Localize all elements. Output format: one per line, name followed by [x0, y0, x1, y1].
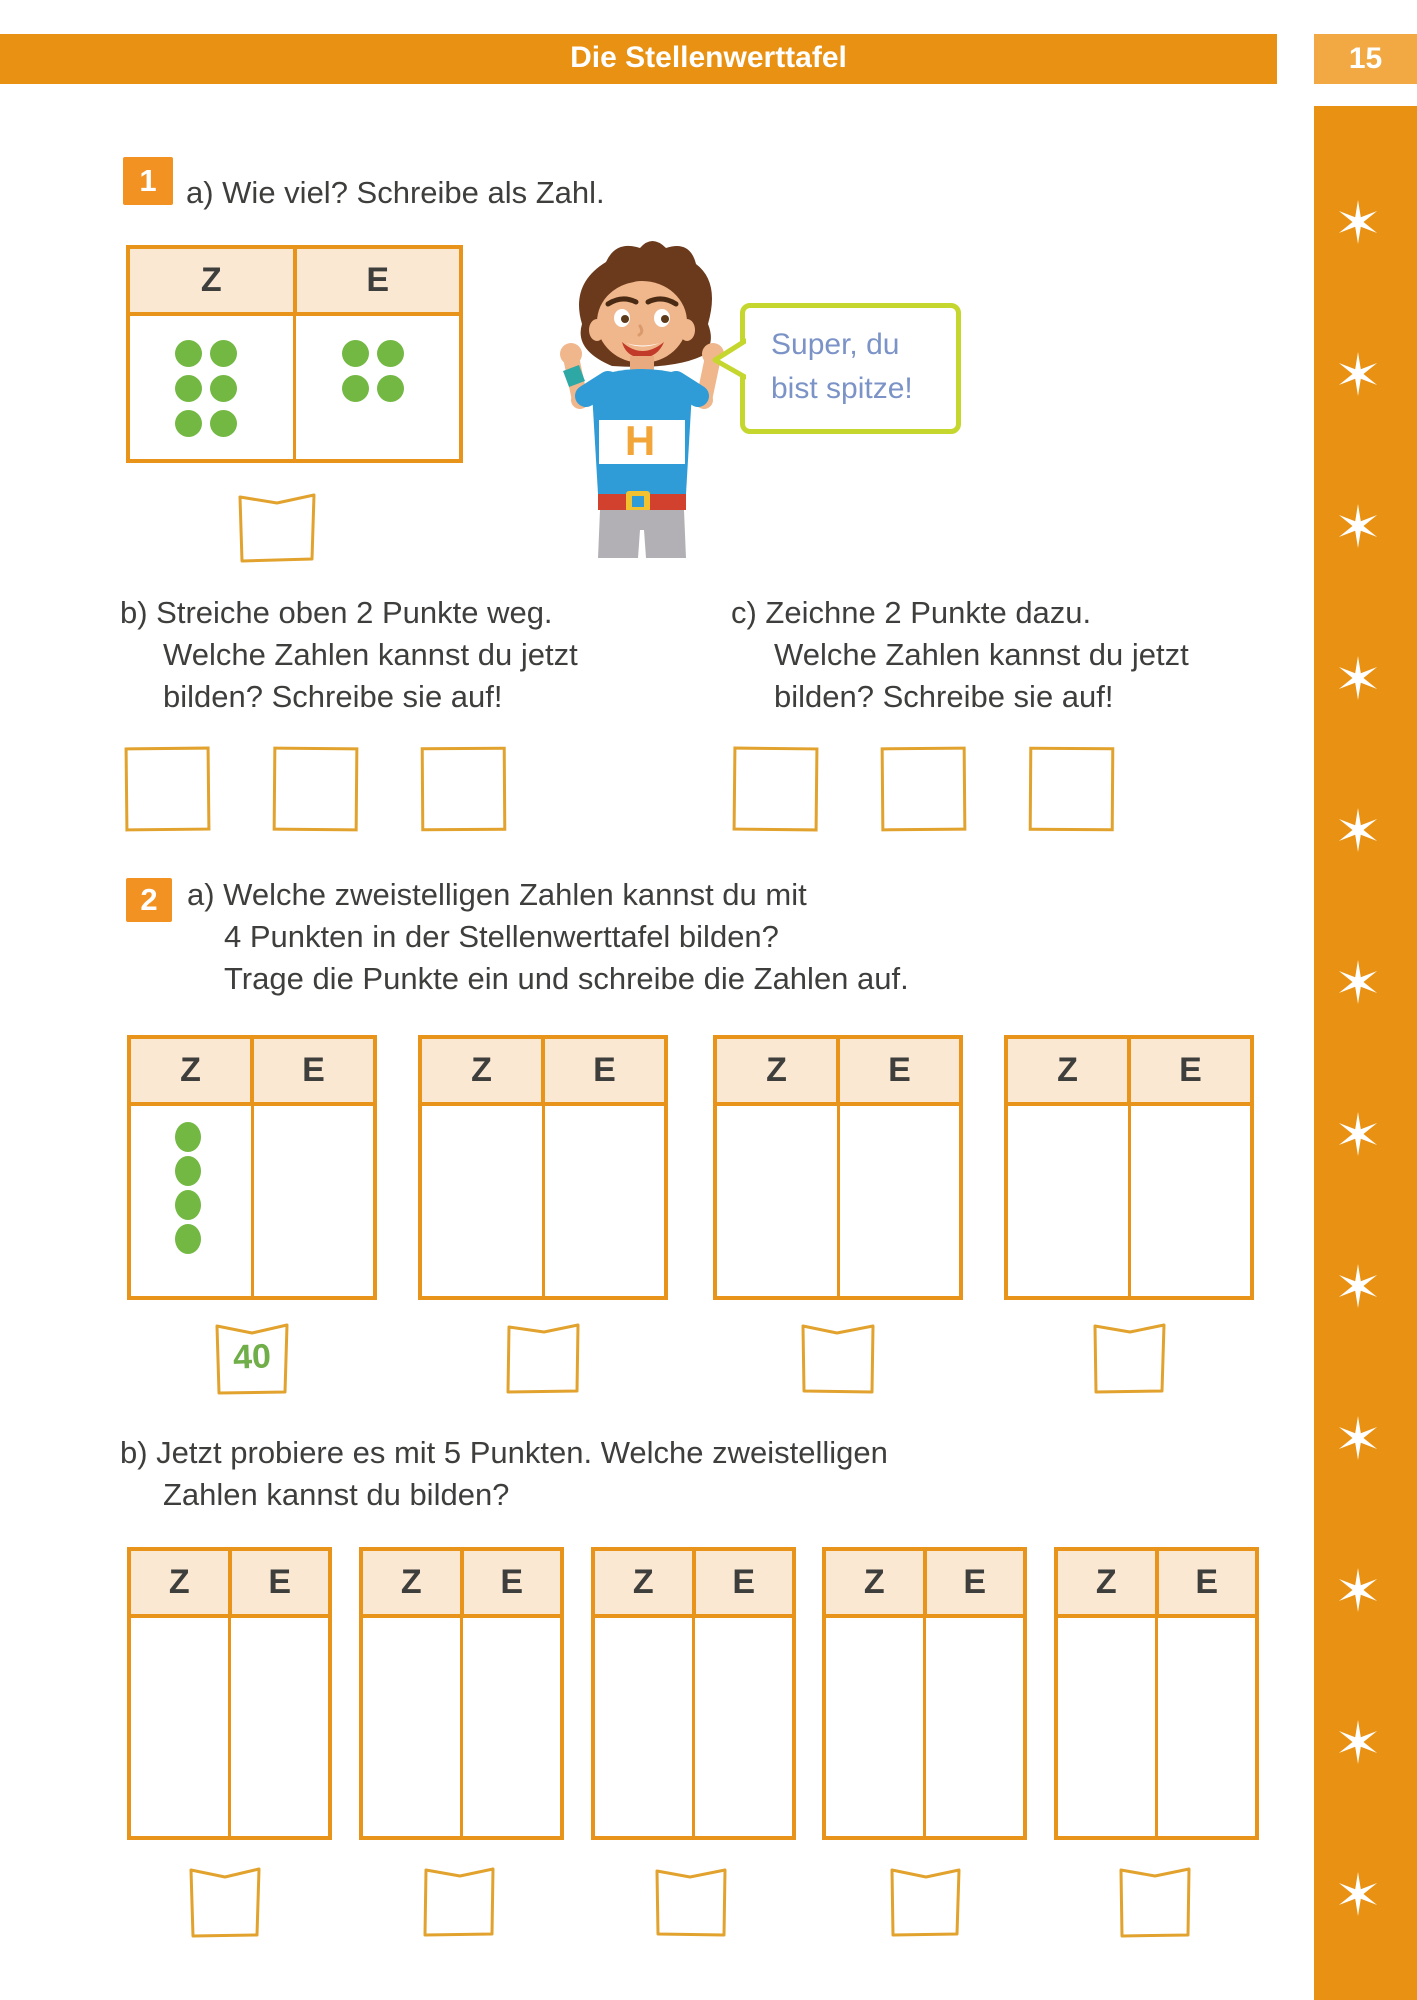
- counting-dot: [210, 375, 237, 402]
- place-value-table-2a-2: [418, 1035, 668, 1300]
- answer-value-2a-1: 40: [232, 1337, 272, 1377]
- task1-part-c-text: c) Zeichne 2 Punkte dazu. Welche Zahlen kannst du jetzt bilden? Schreibe sie auf!: [731, 595, 1189, 714]
- counting-dot: [175, 1122, 201, 1152]
- star-icon: [1335, 1415, 1381, 1461]
- tens-cell[interactable]: [1008, 1106, 1128, 1296]
- counting-dot: [175, 410, 202, 437]
- place-value-table-2b-5: [1054, 1547, 1259, 1840]
- place-value-table-2a-3: [713, 1035, 963, 1300]
- star-icon: [1335, 1719, 1381, 1765]
- place-value-table-2b-2: [359, 1547, 564, 1840]
- star-icon: [1335, 959, 1381, 1005]
- counting-dot: [175, 340, 202, 367]
- ones-column-header: E: [1127, 1039, 1250, 1102]
- place-value-table-2b-3: [591, 1547, 796, 1840]
- ones-cell[interactable]: [1128, 1106, 1251, 1296]
- place-value-table-2b-4: [822, 1547, 1027, 1840]
- star-icon: [1335, 351, 1381, 397]
- speech-bubble-line2: bist spitze!: [771, 372, 913, 405]
- answer-box-2b-5[interactable]: [1117, 1864, 1193, 1940]
- counting-dot: [175, 1156, 201, 1186]
- counting-dot: [377, 375, 404, 402]
- tens-column-header: Z: [766, 1051, 787, 1089]
- ones-cell[interactable]: [293, 316, 459, 459]
- tens-cell[interactable]: [422, 1106, 542, 1296]
- decorative-sidebar: [1314, 106, 1417, 2000]
- ones-cell[interactable]: [228, 1618, 328, 1836]
- ones-cell[interactable]: [923, 1618, 1023, 1836]
- ones-column-header: E: [228, 1551, 329, 1614]
- task1-badge: 1: [123, 157, 173, 205]
- boy-character-illustration: [552, 238, 732, 560]
- counting-dot: [342, 340, 369, 367]
- ones-cell[interactable]: [837, 1106, 960, 1296]
- task1-part-a-text: a) Wie viel? Schreibe als Zahl.: [186, 175, 605, 210]
- tens-column-header: Z: [168, 1563, 190, 1601]
- speech-bubble-tail: [712, 338, 746, 380]
- task2-part-b-text: b) Jetzt probiere es mit 5 Punkten. Welche zweistelligen Zahlen kannst du bilden?: [120, 1435, 888, 1512]
- counting-dot: [342, 375, 369, 402]
- task1-part-b-text: b) Streiche oben 2 Punkte weg. Welche Zahlen kannst du jetzt bilden? Schreibe sie auf!: [120, 595, 578, 714]
- star-icon: [1335, 1567, 1381, 1613]
- place-value-table-2a-1: [127, 1035, 377, 1300]
- tens-column-header: Z: [1057, 1051, 1078, 1089]
- answer-box-2a-3[interactable]: [799, 1320, 877, 1397]
- ones-column-header: E: [250, 1039, 373, 1102]
- ones-cell[interactable]: [692, 1618, 792, 1836]
- answer-box-1b-1[interactable]: [125, 747, 211, 832]
- star-icon: [1335, 1871, 1381, 1917]
- tens-cell[interactable]: [130, 316, 293, 459]
- star-icon: [1335, 199, 1381, 245]
- tens-column-header: Z: [200, 261, 222, 299]
- tens-cell[interactable]: [363, 1618, 460, 1836]
- tens-dots: [130, 316, 293, 437]
- ones-column-header: E: [836, 1039, 959, 1102]
- tens-column-header: Z: [863, 1563, 885, 1601]
- tens-dots: [131, 1106, 251, 1254]
- tens-cell[interactable]: [131, 1106, 251, 1296]
- ones-column-header: E: [1155, 1551, 1256, 1614]
- tens-cell[interactable]: [131, 1618, 228, 1836]
- shirt-letter: H: [624, 417, 656, 464]
- tens-column-header: Z: [1095, 1563, 1117, 1601]
- task2-part-a-text: a) Welche zweistelligen Zahlen kannst du mit 4 Punkten in der Stellenwerttafel bilden? Trage die Punkte ein und schreibe die Zahlen auf.: [187, 877, 909, 996]
- ones-cell[interactable]: [542, 1106, 665, 1296]
- tens-cell[interactable]: [826, 1618, 923, 1836]
- answer-box-1c-2[interactable]: [881, 747, 967, 832]
- task2-badge: 2: [126, 878, 172, 922]
- place-value-table-2b-1: [127, 1547, 332, 1840]
- ones-cell[interactable]: [460, 1618, 560, 1836]
- speech-bubble: [740, 303, 961, 434]
- answer-box-1b-3[interactable]: [421, 747, 507, 832]
- counting-dot: [210, 340, 237, 367]
- tens-column-header: Z: [180, 1051, 201, 1089]
- tens-column-header: Z: [471, 1051, 492, 1089]
- tens-column-header: Z: [400, 1563, 422, 1601]
- ones-dots: [296, 316, 459, 402]
- tens-cell[interactable]: [595, 1618, 692, 1836]
- page-number-badge: 15: [1314, 34, 1417, 84]
- answer-box-1c-3[interactable]: [1029, 747, 1115, 832]
- counting-dot: [175, 1224, 201, 1254]
- ones-cell[interactable]: [251, 1106, 374, 1296]
- tens-cell[interactable]: [717, 1106, 837, 1296]
- star-icon: [1335, 1263, 1381, 1309]
- ones-column-header: E: [293, 249, 460, 312]
- place-value-table-2a-4: [1004, 1035, 1254, 1300]
- answer-box-2b-3[interactable]: [653, 1864, 729, 1940]
- counting-dot: [210, 410, 237, 437]
- ones-cell[interactable]: [1155, 1618, 1255, 1836]
- ones-column-header: E: [541, 1039, 664, 1102]
- ones-column-header: E: [923, 1551, 1024, 1614]
- star-icon: [1335, 807, 1381, 853]
- counting-dot: [175, 375, 202, 402]
- answer-box-2b-2[interactable]: [421, 1864, 497, 1940]
- tens-column-header: Z: [632, 1563, 654, 1601]
- ones-column-header: E: [460, 1551, 561, 1614]
- star-icon: [1335, 1111, 1381, 1157]
- answer-box-2b-4[interactable]: [887, 1864, 963, 1940]
- ones-column-header: E: [692, 1551, 793, 1614]
- star-icon: [1335, 503, 1381, 549]
- answer-box-2a-2[interactable]: [504, 1320, 582, 1397]
- speech-bubble-line1: Super, du: [771, 328, 900, 361]
- answer-box-1a[interactable]: [236, 490, 318, 564]
- place-value-table-1a: [126, 245, 463, 463]
- star-icon: [1335, 655, 1381, 701]
- header-bar: [0, 34, 1277, 84]
- counting-dot: [175, 1190, 201, 1220]
- answer-box-1c-1[interactable]: [733, 747, 819, 832]
- page-title: Die Stellenwerttafel: [570, 41, 847, 74]
- counting-dot: [377, 340, 404, 367]
- answer-box-2a-4[interactable]: [1090, 1320, 1168, 1397]
- answer-box-1b-2[interactable]: [273, 747, 359, 832]
- tens-cell[interactable]: [1058, 1618, 1155, 1836]
- answer-box-2b-1[interactable]: [187, 1864, 263, 1940]
